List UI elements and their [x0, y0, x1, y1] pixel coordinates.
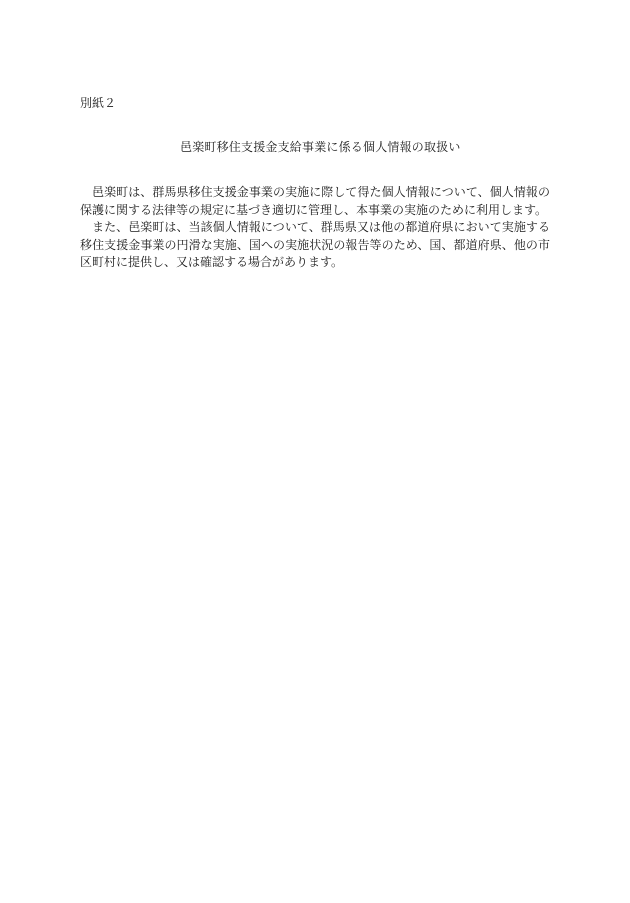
paragraph-usage: 邑楽町は、群馬県移住支援金事業の実施に際して得た個人情報について、個人情報の保護に関する法律等の規定に基づき適切に管理し、本事業の実施のために利用します。 — [80, 185, 550, 217]
paragraph-provision: また、邑楽町は、当該個人情報について、群馬県又は他の都道府県において実施する移住支援金事業の円滑な実施、国への実施状況の報告等のため、国、都道府県、他の市区町村に提供し、又は確認する場合があります。 — [80, 220, 550, 269]
document-body — [80, 184, 550, 272]
document-title: 邑楽町移住支援金支給事業に係る個人情報の取扱い — [180, 140, 461, 154]
attachment-label: 別紙２ — [80, 96, 117, 110]
